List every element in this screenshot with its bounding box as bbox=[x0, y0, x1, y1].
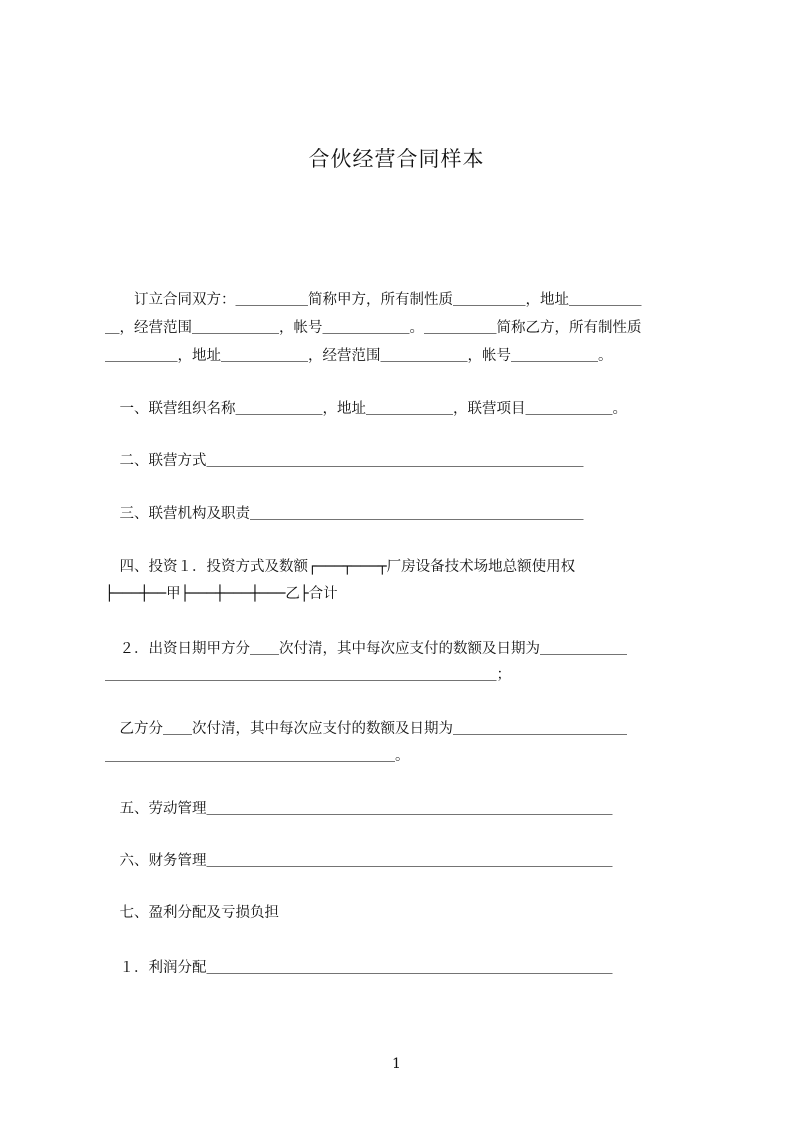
clause-6-finance: 六、财务管理＿＿＿＿＿＿＿＿＿＿＿＿＿＿＿＿＿＿＿＿＿＿＿＿＿＿＿＿ bbox=[105, 853, 613, 869]
parties-line-2: ＿，经营范围＿＿＿＿＿＿，帐号＿＿＿＿＿＿。＿＿＿＿＿简称乙方，所有制性质 bbox=[105, 320, 642, 336]
document-title: 合伙经营合同样本 bbox=[308, 147, 485, 171]
clause-1-organization: 一、联营组织名称＿＿＿＿＿＿，地址＿＿＿＿＿＿，联营项目＿＿＿＿＿＿。 bbox=[105, 401, 627, 417]
investment-table-row: ├───┼──甲├───┼───┼───乙├合计 bbox=[105, 586, 338, 602]
payment-party-a-line-1: ２．出资日期甲方分＿＿次付清，其中每次应支付的数额及日期为＿＿＿＿＿＿ bbox=[105, 641, 627, 657]
clause-5-labor: 五、劳动管理＿＿＿＿＿＿＿＿＿＿＿＿＿＿＿＿＿＿＿＿＿＿＿＿＿＿＿＿ bbox=[105, 801, 613, 817]
parties-line-1: 订立合同双方：＿＿＿＿＿简称甲方，所有制性质＿＿＿＿＿，地址＿＿＿＿＿ bbox=[105, 292, 642, 308]
clause-2-method: 二、联营方式＿＿＿＿＿＿＿＿＿＿＿＿＿＿＿＿＿＿＿＿＿＿＿＿＿＿ bbox=[105, 453, 584, 469]
payment-party-b-line-1: 乙方分＿＿次付清，其中每次应支付的数额及日期为＿＿＿＿＿＿＿＿＿＿＿＿ bbox=[105, 721, 627, 737]
clause-7-profit-loss: 七、盈利分配及亏损负担 bbox=[105, 905, 279, 921]
parties-line-3: ＿＿＿＿＿，地址＿＿＿＿＿＿，经营范围＿＿＿＿＿＿，帐号＿＿＿＿＿＿。 bbox=[105, 348, 613, 364]
payment-party-b-line-2: ＿＿＿＿＿＿＿＿＿＿＿＿＿＿＿＿＿＿＿＿。 bbox=[105, 748, 410, 764]
clause-3-structure: 三、联营机构及职责＿＿＿＿＿＿＿＿＿＿＿＿＿＿＿＿＿＿＿＿＿＿＿ bbox=[105, 506, 584, 522]
clause-4-investment: 四、投资１．投资方式及数额┌───┬───┬厂房设备技术场地总额使用权 bbox=[105, 559, 576, 575]
clause-7-1-profit-distribution: １．利润分配＿＿＿＿＿＿＿＿＿＿＿＿＿＿＿＿＿＿＿＿＿＿＿＿＿＿＿＿ bbox=[105, 960, 613, 976]
payment-party-a-line-2: ＿＿＿＿＿＿＿＿＿＿＿＿＿＿＿＿＿＿＿＿＿＿＿＿＿＿＿； bbox=[105, 667, 511, 683]
page-number: 1 bbox=[392, 1056, 401, 1072]
